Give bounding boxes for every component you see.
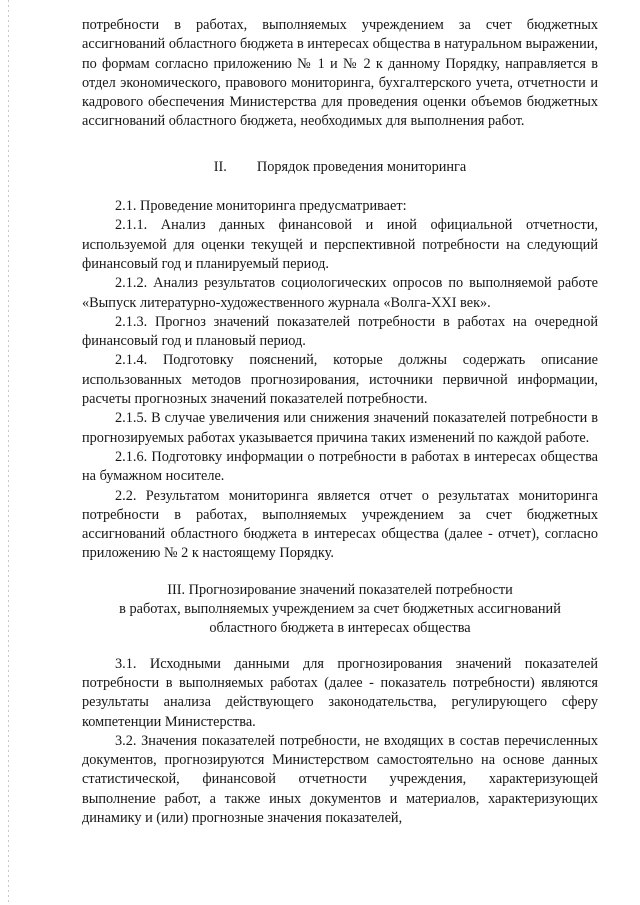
paragraph-2-1-1: 2.1.1. Анализ данных финансовой и иной официальной отчетности, используемой для оценки текущей и перспективной потребности на следующий финансовый год и планируемый период. bbox=[82, 217, 598, 272]
paragraph-3-2: 3.2. Значения показателей потребности, не входящих в состав перечисленных документов, прогнозируются Министерством самостоятельно на основе данных статистической, финансовой отчетности учреждения, характеризующей выполнение работ, а также иных документов и материалов, характеризующих динамику и (или) прогнозные значения показателей, bbox=[82, 732, 598, 826]
section-3-title-line-2: в работах, выполняемых учреждением за счет бюджетных ассигнований bbox=[119, 601, 561, 618]
section-2-heading bbox=[82, 158, 598, 177]
paragraph-2-1-3: 2.1.3. Прогноз значений показателей потребности в работах на очередной финансовый год и плановый период. bbox=[82, 313, 598, 350]
paragraph-3-1: 3.1. Исходными данными для прогнозирования значений показателей потребности в выполняемых работах (далее - показатель потребности) являются результаты анализа действующего законодательства, регулирующего сферу компетенции Министерства. bbox=[82, 655, 598, 730]
intro-paragraph: потребности в работах, выполняемых учреждением за счет бюджетных ассигнований областного бюджета в интересах общества в натуральном выражении, по формам согласно приложению № 1 и № 2 к данному Порядку, направляется в отдел экономического, правового мониторинга, бухгалтерского учета, отчетности и кадрового обеспечения Министерства для проведения оценки объемов бюджетных ассигнований областного бюджета, необходимых для выполнения работ. bbox=[82, 17, 598, 130]
paragraph-2-1-2: 2.1.2. Анализ результатов социологических опросов по выполняемой работе «Выпуск литературно-художественного журнала «Волга-XXI век». bbox=[82, 275, 598, 311]
paragraph-2-1-5: 2.1.5. В случае увеличения или снижения значений показателей потребности в прогнозируемых работах указывается причина таких изменений по каждой работе. bbox=[82, 410, 598, 446]
paragraph-2-2: 2.2. Результатом мониторинга является отчет о результатах мониторинга потребности в работах, выполняемых учреждением за счет бюджетных ассигнований областного бюджета в интересах общества (далее - отчет), согласно приложению № 2 к настоящему Порядку. bbox=[82, 487, 598, 562]
paragraph-2-1-6: 2.1.6. Подготовку информации о потребности в работах в интересах общества на бумажном носителе. bbox=[82, 448, 598, 485]
section-3-heading bbox=[82, 581, 598, 639]
paragraph-2-1-4: 2.1.4. Подготовку пояснений, которые должны содержать описание использованных методов прогнозирования, источники первичной информации, расчеты прогнозных значений показателей потребности. bbox=[82, 352, 598, 408]
section-3-title-line-1: III. Прогнозирование значений показателей потребности bbox=[167, 581, 513, 598]
section-2-title: Порядок проведения мониторинга bbox=[256, 158, 467, 175]
paragraph-2-1: 2.1. Проведение мониторинга предусматривает: bbox=[115, 198, 407, 215]
section-3-title-line-3: областного бюджета в интересах общества bbox=[209, 620, 471, 637]
section-2-number: II. bbox=[213, 158, 227, 175]
